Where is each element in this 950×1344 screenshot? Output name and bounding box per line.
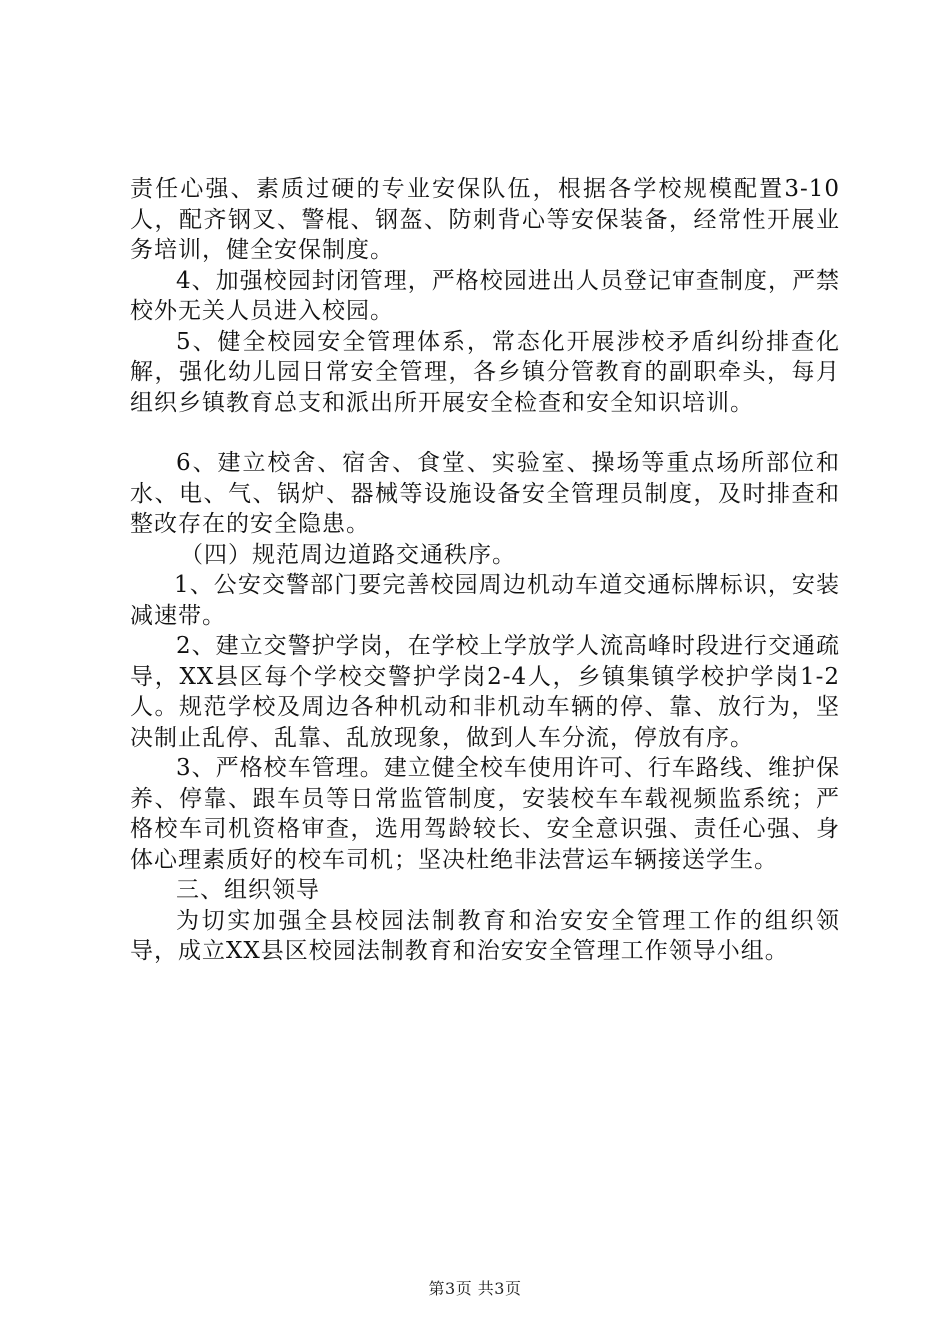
- paragraph-organization: 为切实加强全县校园法制教育和治安安全管理工作的组织领导，成立XX县区校园法制教育和治安安全管理工作领导小组。: [130, 907, 840, 964]
- page-footer: 第3页 共3页: [428, 1279, 522, 1298]
- paragraph-security-team: 责任心强、素质过硬的专业安保队伍，根据各学校规模配置3-10人，配齐钢叉、警棍、钢盔、防刺背心等安保装备，经常性开展业务培训，健全安保制度。: [130, 176, 840, 263]
- section-heading-organization: 三、组织领导: [176, 877, 320, 903]
- paragraph-traffic-item-1: 1、公安交警部门要完善校园周边机动车道交通标牌标识，安装减速带。: [130, 572, 840, 629]
- paragraph-traffic-item-2: 2、建立交警护学岗，在学校上学放学人流高峰时段进行交通疏导，XX县区每个学校交警护学岗2-4人，乡镇集镇学校护学岗1-2人。规范学校及周边各种机动和非机动车辆的停、靠、放行为，坚决制止乱停、乱靠、乱放现象，做到人车分流，停放有序。: [130, 633, 840, 751]
- section-heading-traffic: （四）规范周边道路交通秩序。: [180, 541, 516, 568]
- paragraph-item-5: 5、健全校园安全管理体系，常态化开展涉校矛盾纠纷排查化解，强化幼儿园日常安全管理，各乡镇分管教育的副职牵头，每月组织乡镇教育总支和派出所开展安全检查和安全知识培训。: [130, 328, 840, 416]
- document-body: [130, 174, 840, 967]
- paragraph-item-6: 6、建立校舍、宿舍、食堂、实验室、操场等重点场所部位和水、电、气、锅炉、器械等设施设备安全管理员制度，及时排查和整改存在的安全隐患。: [130, 450, 840, 537]
- paragraph-traffic-item-3: 3、严格校车管理。建立健全校车使用许可、行车路线、维护保养、停靠、跟车员等日常监管制度，安装校车车载视频监系统；严格校车司机资格审查，选用驾龄较长、安全意识强、责任心强、身体心理素质好的校车司机；坚决杜绝非法营运车辆接送学生。: [130, 755, 840, 873]
- paragraph-item-4: 4、加强校园封闭管理，严格校园进出人员登记审查制度，严禁校外无关人员进入校园。: [130, 267, 840, 324]
